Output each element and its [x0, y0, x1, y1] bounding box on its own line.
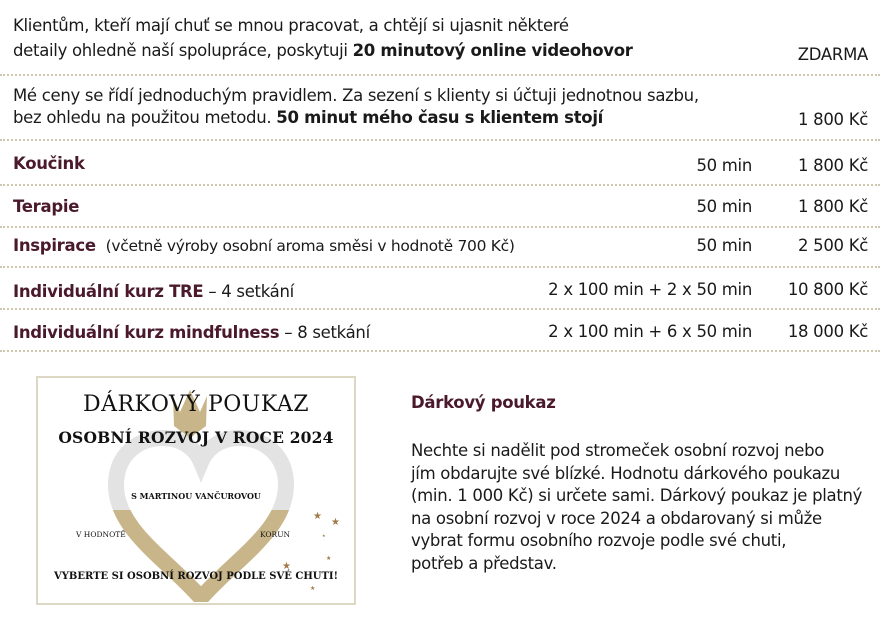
- service-name: Terapie: [13, 197, 80, 216]
- service-label: [13, 235, 515, 257]
- divider: [0, 308, 880, 310]
- voucher-title: DÁRKOVÝ POUKAZ: [82, 392, 310, 417]
- description-line: jím obdarujte své blízké. Hodnotu dárkového poukazu: [411, 463, 841, 483]
- voucher-slogan: VYBERTE SI OSOBNÍ ROZVOJ PODLE SVÉ CHUTI!: [53, 571, 338, 582]
- service-name: Inspirace: [13, 236, 96, 255]
- gift-voucher-image: [36, 376, 356, 605]
- divider: [0, 350, 880, 352]
- pricing-rule-highlight: 50 minut mého času s klientem stojí: [276, 108, 604, 127]
- divider: [0, 266, 880, 268]
- service-price: 10 800 Kč: [787, 280, 868, 299]
- description-line: na osobní rozvoj v roce 2024 a obdarovaný si může: [411, 508, 822, 528]
- service-name: Individuální kurz mindfulness: [13, 323, 280, 342]
- pricing-rule-line-1: Mé ceny se řídí jednoduchým pravidlem. Za sezení s klienty si účtuji jednotnou sazbu,: [13, 86, 699, 105]
- service-price: 18 000 Kč: [787, 322, 868, 341]
- service-duration: 2 x 100 min + 6 x 50 min: [548, 322, 752, 341]
- description-line: vybrat formu osobního rozvoje podle své chuti,: [411, 531, 787, 550]
- description-line: Nechte si nadělit pod stromeček osobní rozvoj nebo: [411, 441, 825, 460]
- service-duration: 50 min: [696, 197, 752, 216]
- voucher-currency-label: KORUN: [260, 530, 291, 539]
- service-duration: 50 min: [696, 236, 752, 255]
- service-note: – 4 setkání: [208, 282, 294, 301]
- divider: [0, 74, 880, 76]
- intro-line-1: Klientům, kteří mají chuť se mnou pracovat, a chtějí si ujasnit některé: [13, 16, 569, 35]
- service-duration: 2 x 100 min + 2 x 50 min: [548, 280, 752, 299]
- divider: [0, 226, 880, 228]
- intro-price: ZDARMA: [797, 45, 868, 64]
- service-label: [13, 281, 294, 303]
- service-price: 2 500 Kč: [798, 236, 868, 255]
- intro-line-2-text: detaily ohledně naší spolupráce, poskytuji: [13, 41, 353, 60]
- star-icon: ★: [331, 517, 340, 528]
- divider: [0, 139, 880, 141]
- pricing-rule-line-2: [13, 107, 603, 129]
- star-icon: ★: [313, 511, 322, 522]
- service-duration: 50 min: [696, 156, 752, 175]
- star-icon: ★: [282, 561, 291, 572]
- star-icon: ★: [326, 555, 332, 562]
- service-note: (včetně výroby osobní aroma směsi v hodnotě 700 Kč): [105, 237, 515, 255]
- description-line: potřeb a představ.: [411, 553, 557, 573]
- service-price: 1 800 Kč: [798, 156, 868, 175]
- voucher-subtitle: OSOBNÍ ROZVOJ V ROCE 2024: [58, 428, 334, 447]
- service-name: Koučink: [13, 154, 85, 173]
- star-icon: ★: [322, 533, 326, 538]
- intro-line-2: [13, 40, 633, 62]
- service-name: Individuální kurz TRE: [13, 282, 204, 301]
- description-line: (min. 1 000 Kč) si určete sami. Dárkový poukaz je platný: [411, 486, 863, 505]
- gift-voucher-title: Dárkový poukaz: [411, 393, 556, 412]
- service-price: 1 800 Kč: [798, 197, 868, 216]
- divider: [0, 184, 880, 186]
- voucher-with: S MARTINOU VANČUROVOU: [131, 491, 261, 501]
- service-note: – 8 setkání: [284, 323, 370, 342]
- service-label: [13, 322, 370, 344]
- intro-highlight: 20 minutový online videohovor: [352, 41, 633, 60]
- gift-voucher-description: [411, 440, 863, 575]
- pricing-rule-price: 1 800 Kč: [798, 110, 868, 129]
- star-icon: ★: [310, 585, 316, 592]
- pricing-rule-line-2-text: bez ohledu na použitou metodu.: [13, 108, 277, 127]
- voucher-value-label: V HODNOTĚ: [76, 530, 126, 539]
